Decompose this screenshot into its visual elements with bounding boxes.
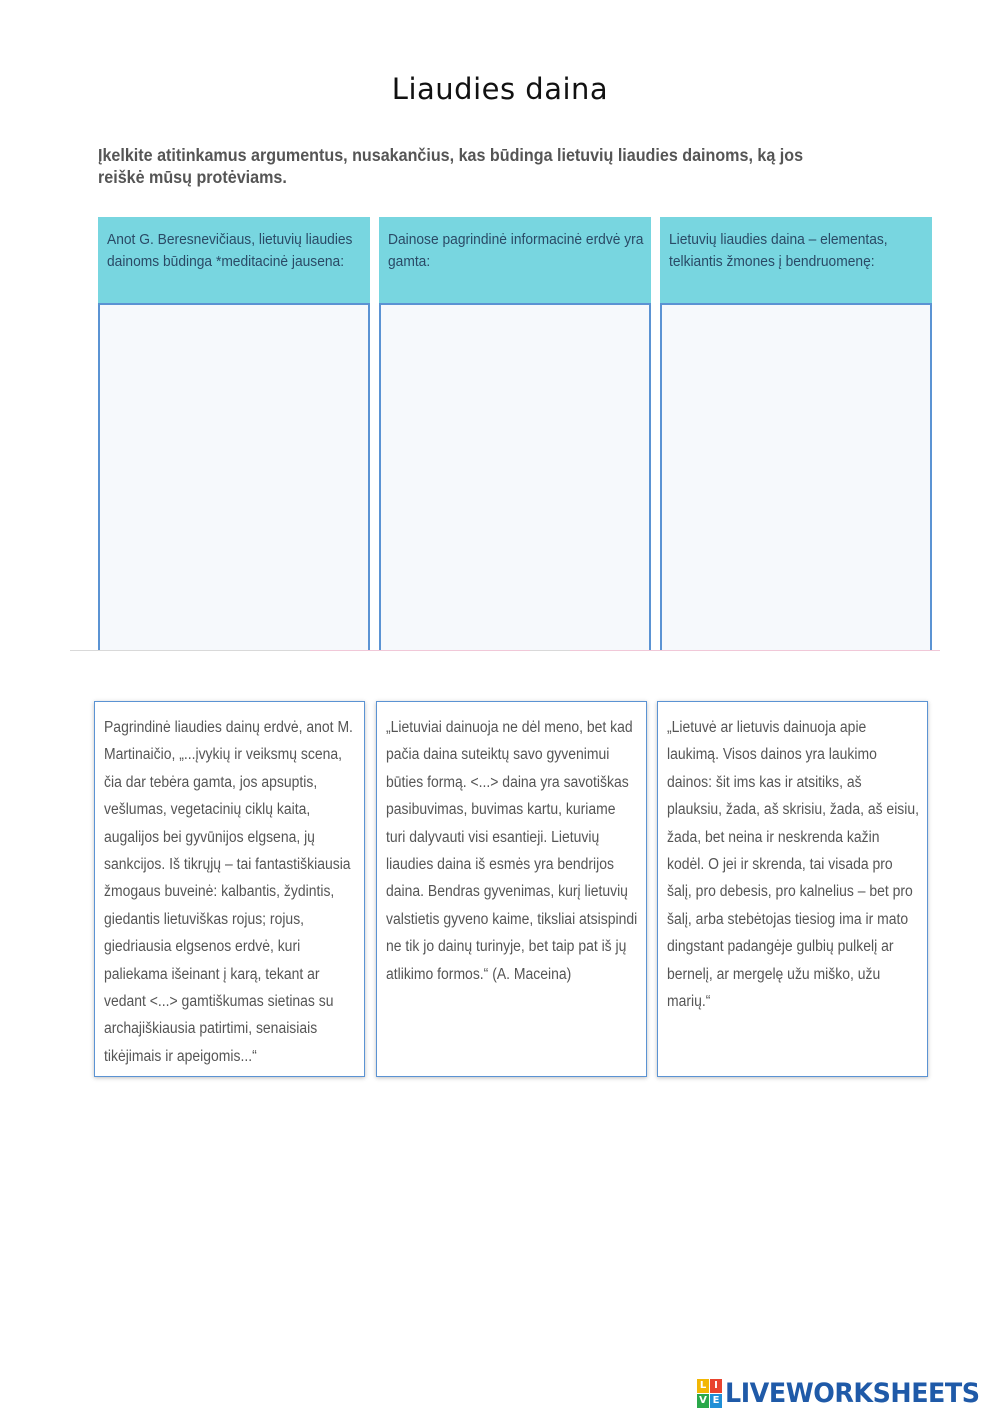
badge-letter: I [710, 1379, 722, 1393]
category-header-text: Lietuvių liaudies daina – elementas, telkiantis žmones į bendruomenę: [669, 231, 888, 270]
draggable-card-2[interactable] [376, 701, 647, 1077]
category-column-3 [660, 217, 932, 651]
instruction-text: Įkelkite atitinkamus argumentus, nusakančius, kas būdinga lietuvių liaudies dainoms, ką jos reiškė mūsų protėviams. [98, 145, 804, 187]
divider-line [70, 650, 940, 651]
badge-letter: V [697, 1394, 709, 1408]
draggable-card-3[interactable] [657, 701, 928, 1077]
divider-accent [310, 650, 530, 651]
category-header-text: Anot G. Beresnevičiaus, lietuvių liaudies dainoms būdinga *meditacinė jausena: [107, 231, 353, 270]
category-header-text: Dainose pagrindinė informacinė erdvė yra gamta: [388, 231, 644, 270]
card-text: „Lietuviai dainuoja ne dėl meno, bet kad pačia daina suteiktų savo gyvenimui būties formą. <...> daina yra savotiškas pasibuvimas, buvimas kartu, kuriame turi dalyvauti visi esantieji. Lietuvių liaudies daina iš esmės yra bendrijos daina. Bendras gyvenimas, kurį lietuvių valstietis gyveno kaime, tiksliai atsispindi ne tik jo dainų turinyje, bet taip pat iš jų atlikimo formos.“ (A. Maceina) [386, 719, 638, 983]
badge-letter: L [697, 1379, 709, 1393]
draggable-card-1[interactable] [94, 701, 365, 1077]
category-column-1 [98, 217, 370, 651]
category-header [660, 217, 932, 303]
category-column-2 [379, 217, 651, 651]
live-badge-icon [697, 1379, 722, 1408]
logo-text: LIVEWORKSHEETS [725, 1377, 980, 1409]
category-header [379, 217, 651, 303]
drop-zone[interactable] [98, 303, 370, 651]
badge-letter: E [710, 1394, 722, 1408]
drop-zone[interactable] [379, 303, 651, 651]
liveworksheets-logo [697, 1376, 996, 1410]
card-text: „Lietuvė ar lietuvis dainuoja apie laukimą. Visos dainos yra laukimo dainos: šit ims kas ir atsitiks, aš plauksiu, žada, aš skrisiu, žada, aš eisiu, žada, bet neina ir neskrenda kažin kodėl. O jei ir skrenda, tai visada pro šalį, pro debesis, pro kalnelius – bet pro šalį, arba stebėtojas tiesiog ima ir mato dingstant padangėje gulbių pulkelį ar bernelį, ar mergelę užu miško, užu marių.“ [667, 719, 919, 1011]
category-header [98, 217, 370, 303]
drop-zone[interactable] [660, 303, 932, 651]
page-title: Liaudies daina [391, 72, 609, 106]
card-text: Pagrindinė liaudies dainų erdvė, anot M. Martinaičio, „...įvykių ir veiksmų scena, čia dar tebėra gamta, jos apsuptis, vešlumas, vegetacinių ciklų kaita, augalijos bei gyvūnijos elgsena, jų sankcijos. Iš tikrųjų – tai fantastiškiausia žmogaus buveinė: kalbantis, žydintis, giedantis lietuviškas rojus; rojus, giedriausia elgsenos erdvė, kuri paliekama išeinant į karą, tekant ar vedant <...> gamtiškumas sietinas su archajiškiausia patirtimi, senaisiais tikėjimais ir apeigomis...“ [104, 719, 353, 1065]
divider-accent [570, 650, 940, 651]
